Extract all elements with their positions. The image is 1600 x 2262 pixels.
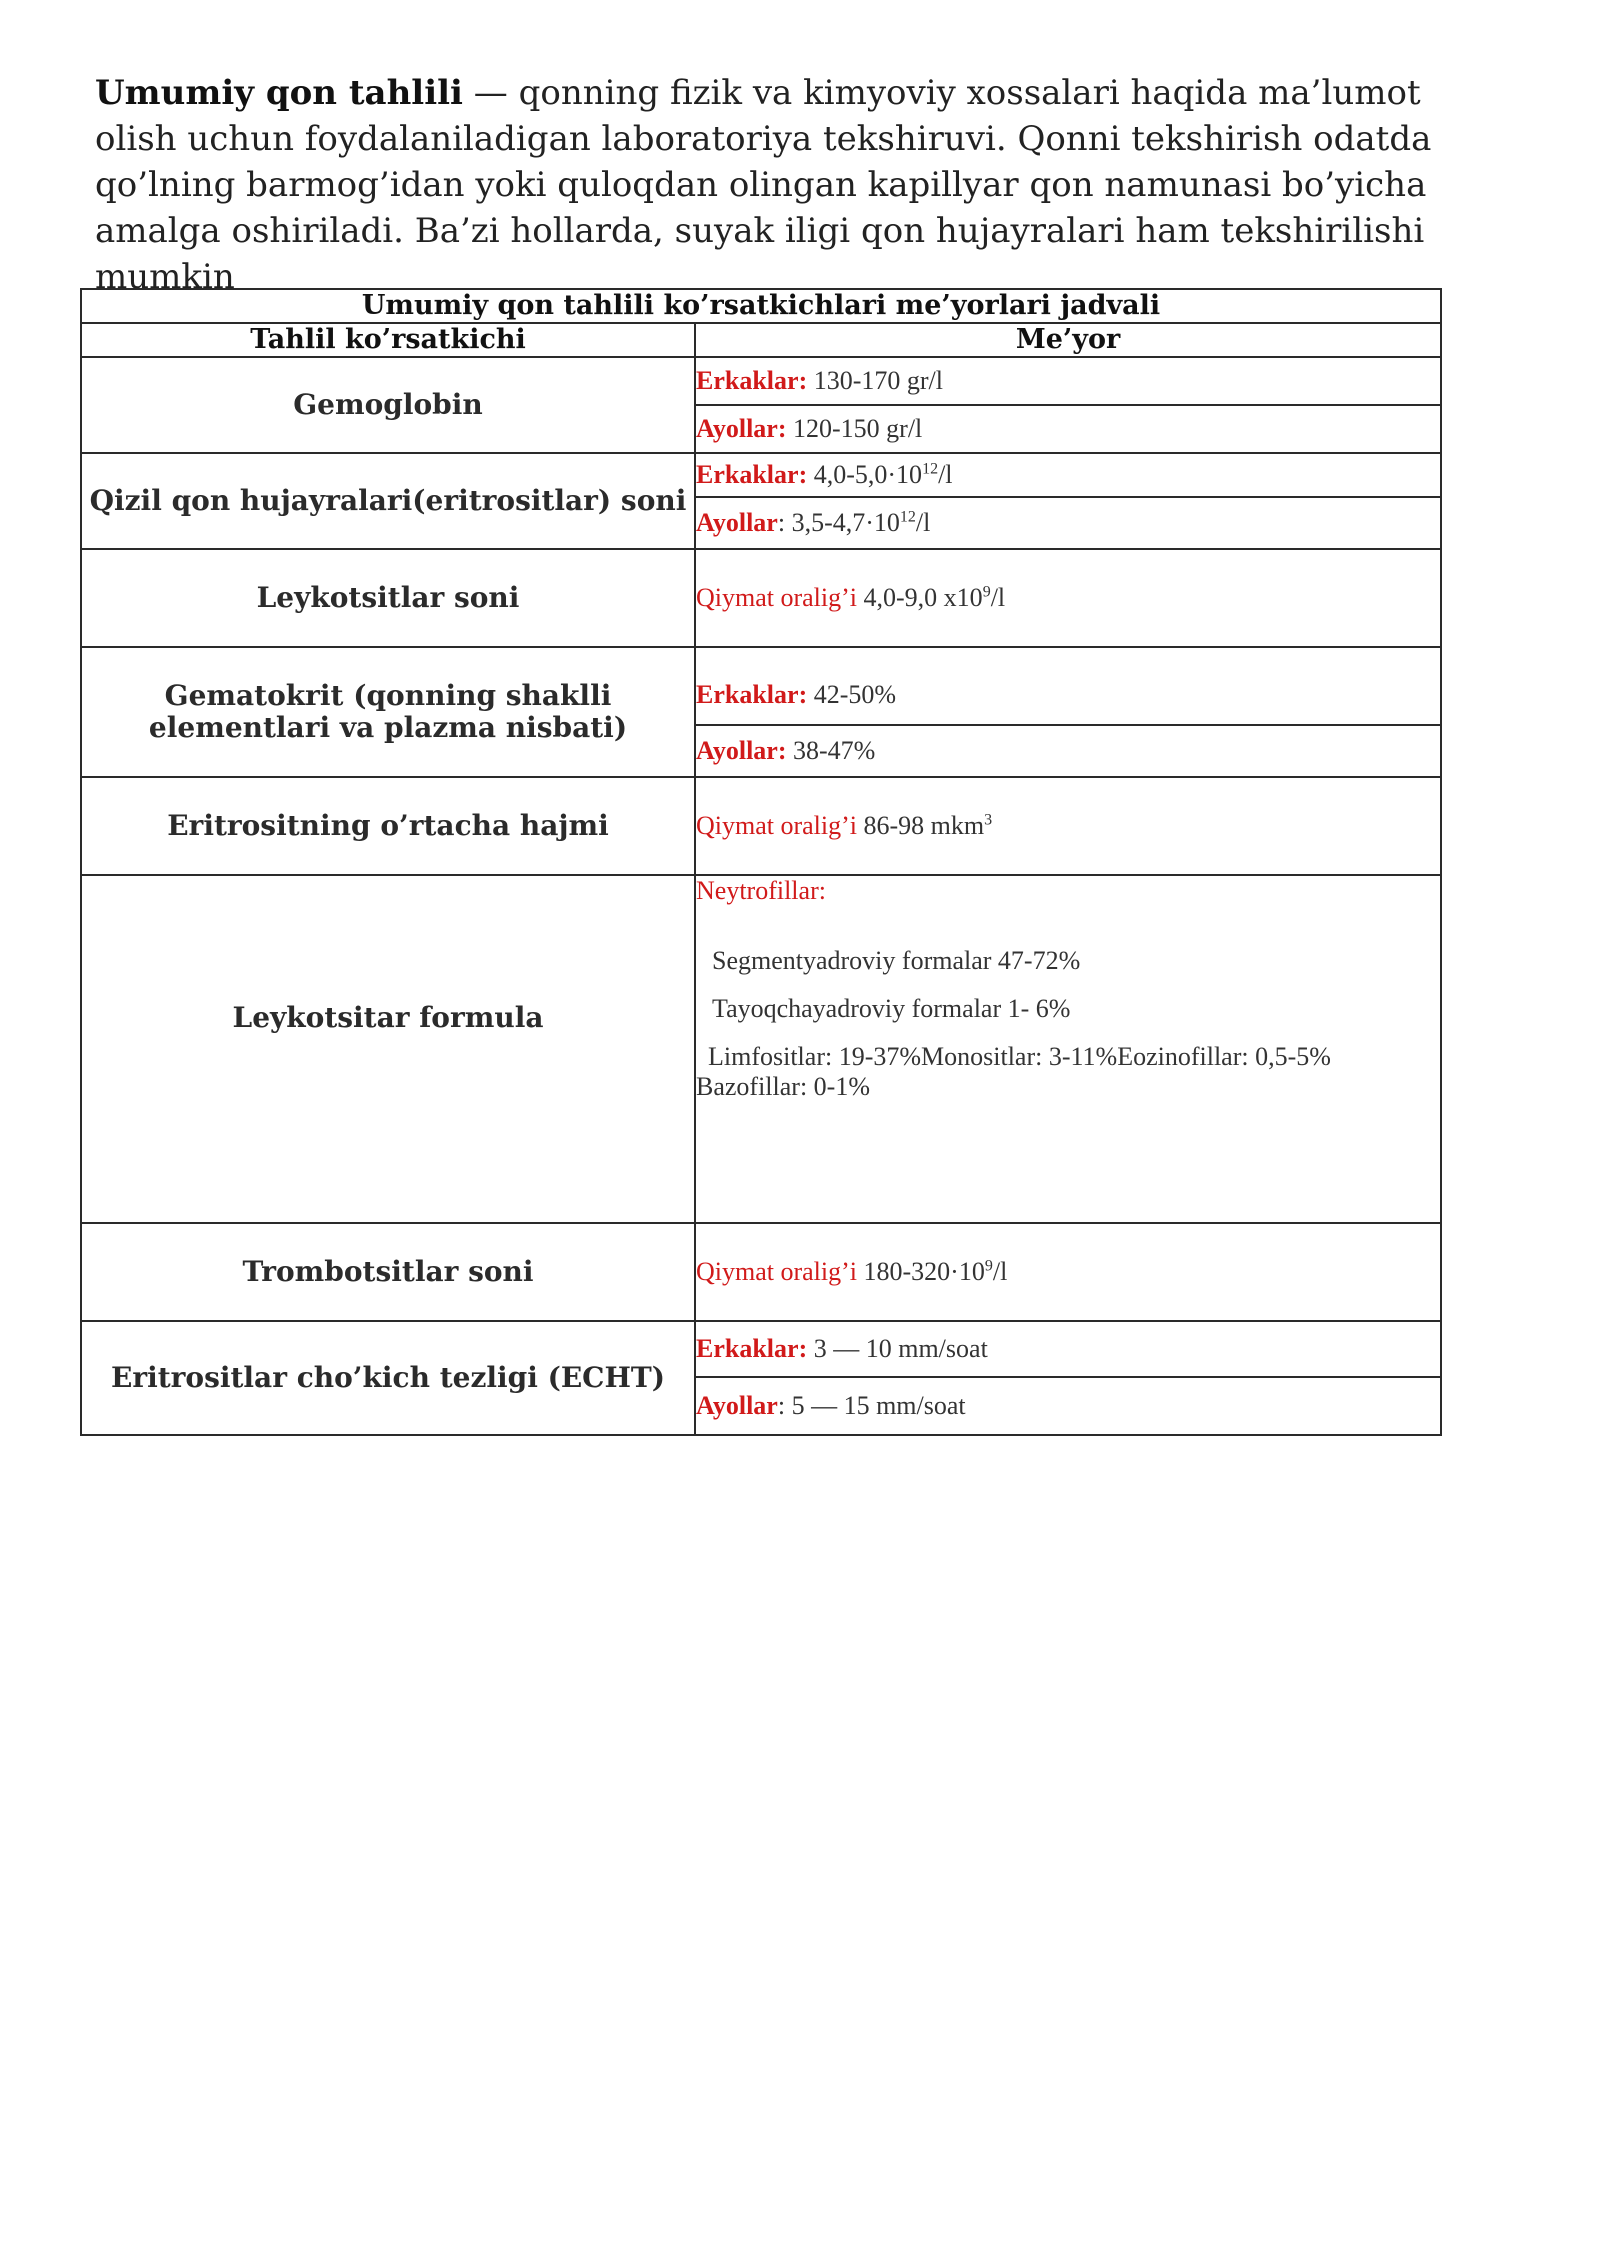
leukocyte-formula-values (695, 875, 1441, 1223)
wbc-range: Qiymat oralig’i 4,0-9,0 $x10^9/l$ (695, 549, 1441, 647)
formula-band: Tayoqchayadroviy formalar 1- 6% (712, 994, 1071, 1023)
hematocrit-male: Erkaklar: 42-50% (695, 647, 1441, 725)
rbc-female: Ayollar: $3,5-4,7\cdot 10^{12}/l$ (695, 497, 1441, 549)
indicator-rbc: Qizil qon hujayralari(eritrositlar) soni (81, 453, 695, 549)
mcv-range: Qiymat oralig’i 86-98 mkm$^3$ (695, 777, 1441, 875)
formula-neutrophils: Neytrofillar: (696, 876, 826, 905)
indicator-leukocyte-formula: Leykotsitar formula (81, 875, 695, 1223)
table-title: Umumiy qon tahlili ko’rsatkichlari me’yorlari jadvali (81, 289, 1441, 323)
intro-paragraph (95, 70, 1495, 300)
norms-table (80, 288, 1442, 1436)
hemoglobin-female: Ayollar: 120-150 gr/l (695, 405, 1441, 453)
intro-text: — qonning fizik va kimyoviy xossalari haqida ma’lumot olish uchun foydalaniladigan laboratoriya tekshiruvi. Qonni tekshirish odatda qo’lning barmog’idan yoki quloqdan olingan kapillyar qon namunasi bo’yicha amalga oshiriladi. Ba’zi hollarda, suyak iligi qon hujayralari ham tekshirilishi mumkin (95, 73, 1432, 297)
formula-basophils: Bazofillar: 0-1% (696, 1072, 870, 1101)
indicator-platelets: Trombotsitlar soni (81, 1223, 695, 1321)
esr-female: Ayollar: 5 — 15 mm/soat (695, 1377, 1441, 1435)
platelets-range: Qiymat oralig’i $180-320\cdot 10^9/l$ (695, 1223, 1441, 1321)
indicator-esr: Eritrositlar cho’kich tezligi (ECHT) (81, 1321, 695, 1435)
intro-term: Umumiy qon tahlili (95, 73, 463, 113)
formula-segmented: Segmentyadroviy formalar 47-72% (712, 946, 1081, 975)
hemoglobin-male: Erkaklar: 130-170 gr/l (695, 357, 1441, 405)
indicator-mcv: Eritrositning o’rtacha hajmi (81, 777, 695, 875)
esr-male: Erkaklar: 3 — 10 mm/soat (695, 1321, 1441, 1377)
hematocrit-female: Ayollar: 38-47% (695, 725, 1441, 777)
indicator-wbc: Leykotsitlar soni (81, 549, 695, 647)
column-header-indicator: Tahlil ko’rsatkichi (81, 323, 695, 357)
column-header-norm: Me’yor (695, 323, 1441, 357)
indicator-hematocrit: Gematokrit (qonning shaklli elementlari va plazma nisbati) (81, 647, 695, 777)
indicator-hemoglobin: Gemoglobin (81, 357, 695, 453)
formula-lymph-mono-eos: Limfositlar: 19-37%Monositlar: 3-11%Eozinofillar: 0,5-5% (708, 1042, 1331, 1071)
rbc-male: Erkaklar: $4,0-5,0\cdot 10^{12}/l$ (695, 453, 1441, 497)
